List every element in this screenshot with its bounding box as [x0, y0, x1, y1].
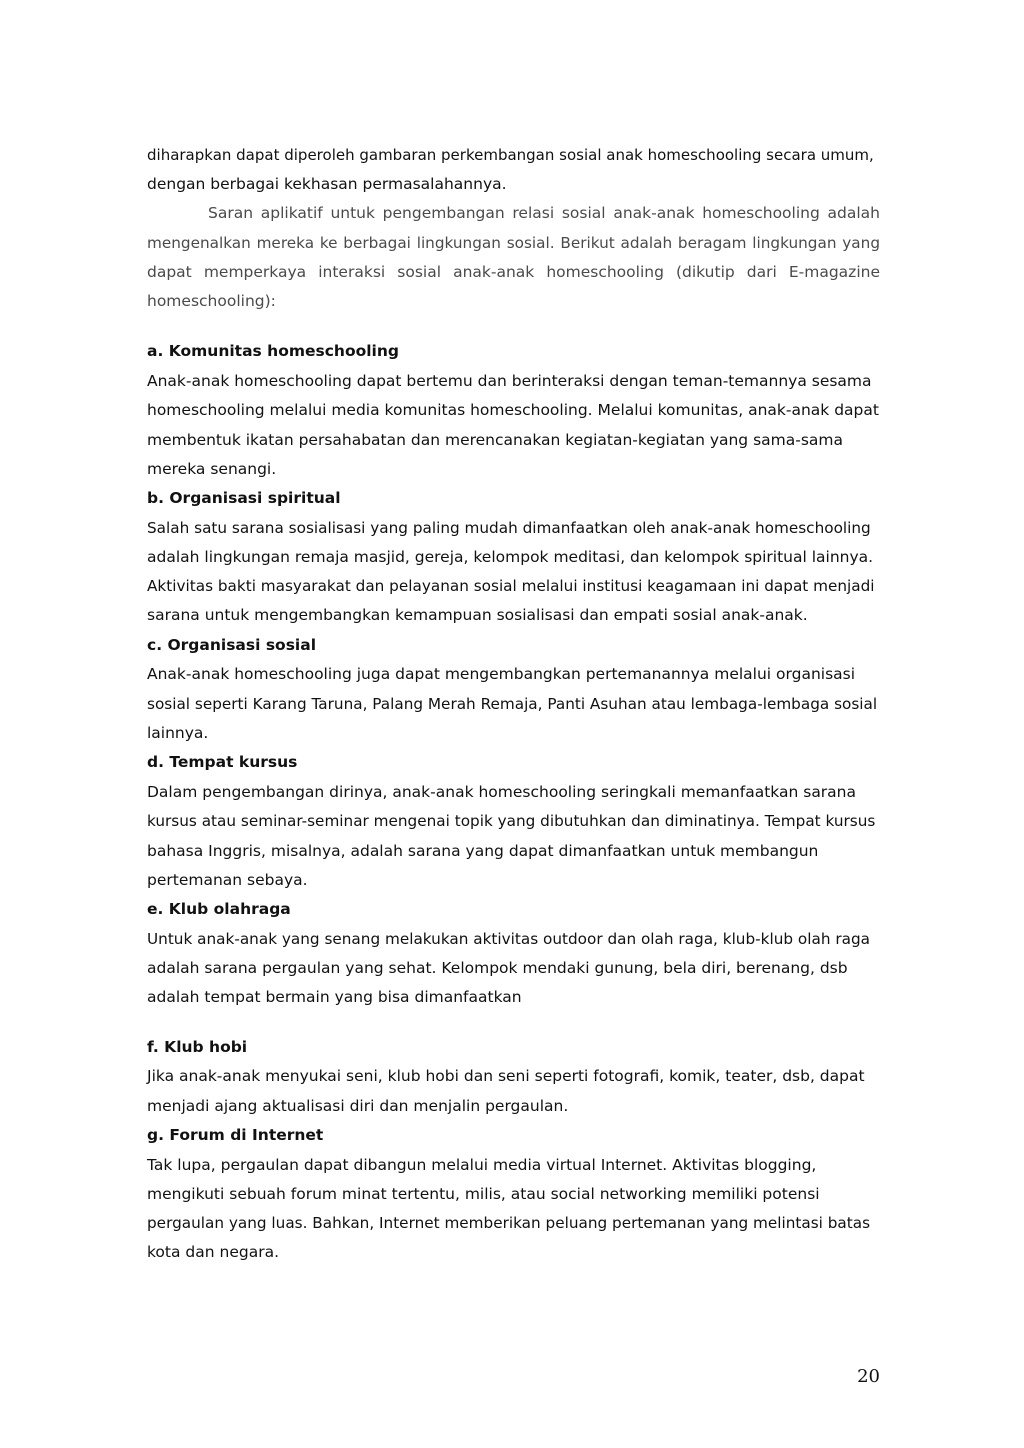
body-line: adalah lingkungan remaja masjid, gereja, kelompok meditasi, dan kelompok spiritual lainnya. [147, 548, 874, 566]
body-line: Anak-anak homeschooling juga dapat mengembangkan pertemanannya melalui organisasi [147, 665, 856, 683]
body-line: pergaulan yang luas. Bahkan, Internet memberikan peluang pertemanan yang melintasi batas [147, 1214, 871, 1232]
body-line: mengikuti sebuah forum minat tertentu, milis, atau social networking memiliki potensi [147, 1185, 820, 1203]
body-line: bahasa Inggris, misalnya, adalah sarana yang dapat dimanfaatkan untuk membangun [147, 842, 819, 860]
section-heading: a. Komunitas homeschooling [147, 342, 400, 360]
section-heading: d. Tempat kursus [147, 753, 298, 771]
body-line: menjadi ajang aktualisasi diri dan menjalin pergaulan. [147, 1097, 569, 1115]
intro-line: dengan berbagai kekhasan permasalahannya. [147, 175, 507, 193]
body-line: Dalam pengembangan dirinya, anak-anak homeschooling seringkali memanfaatkan sarana [147, 783, 857, 801]
section-heading: g. Forum di Internet [147, 1126, 324, 1144]
body-line: Tak lupa, pergaulan dapat dibangun melalui media virtual Internet. Aktivitas blogging, [147, 1156, 817, 1174]
intro-line: dapat memperkaya interaksi sosial anak-anak homeschooling (dikutip dari E-magazine [147, 263, 880, 281]
body-line: membentuk ikatan persahabatan dan merencanakan kegiatan-kegiatan yang sama-sama [147, 431, 844, 449]
body-line: Anak-anak homeschooling dapat bertemu dan berinteraksi dengan teman-temannya sesama [147, 372, 872, 390]
intro-line: Saran aplikatif untuk pengembangan relasi sosial anak-anak homeschooling adalah [208, 204, 880, 222]
body-line: kursus atau seminar-seminar mengenai topik yang dibutuhkan dan diminatinya. Tempat kursus [147, 812, 876, 830]
body-line: mereka senangi. [147, 460, 277, 478]
body-line: homeschooling melalui media komunitas homeschooling. Melalui komunitas, anak-anak dapat [147, 401, 879, 419]
page-number: 20 [857, 1366, 880, 1387]
body-line: sosial seperti Karang Taruna, Palang Merah Remaja, Panti Asuhan atau lembaga-lembaga sosial [147, 695, 878, 713]
body-line: Jika anak-anak menyukai seni, klub hobi dan seni seperti fotografi, komik, teater, dsb, dapat [147, 1067, 865, 1085]
body-line: Aktivitas bakti masyarakat dan pelayanan sosial melalui institusi keagamaan ini dapat menjadi [147, 577, 875, 595]
section-heading: e. Klub olahraga [147, 900, 291, 918]
body-line: kota dan negara. [147, 1243, 279, 1261]
intro-line: diharapkan dapat diperoleh gambaran perkembangan sosial anak homeschooling secara umum, [147, 146, 874, 164]
body-line: adalah tempat bermain yang bisa dimanfaatkan [147, 988, 522, 1006]
section-heading: b. Organisasi spiritual [147, 489, 341, 507]
body-line: pertemanan sebaya. [147, 871, 308, 889]
section-heading: c. Organisasi sosial [147, 636, 317, 654]
intro-line: mengenalkan mereka ke berbagai lingkungan sosial. Berikut adalah beragam lingkungan yang [147, 234, 880, 252]
intro-line: homeschooling): [147, 292, 276, 310]
body-line: sarana untuk mengembangkan kemampuan sosialisasi dan empati sosial anak-anak. [147, 606, 808, 624]
section-heading: f. Klub hobi [147, 1038, 248, 1056]
body-line: Salah satu sarana sosialisasi yang paling mudah dimanfaatkan oleh anak-anak homeschooling [147, 519, 871, 537]
body-line: adalah sarana pergaulan yang sehat. Kelompok mendaki gunung, bela diri, berenang, dsb [147, 959, 848, 977]
body-line: Untuk anak-anak yang senang melakukan aktivitas outdoor dan olah raga, klub-klub olah raga [147, 930, 870, 948]
body-line: lainnya. [147, 724, 209, 742]
